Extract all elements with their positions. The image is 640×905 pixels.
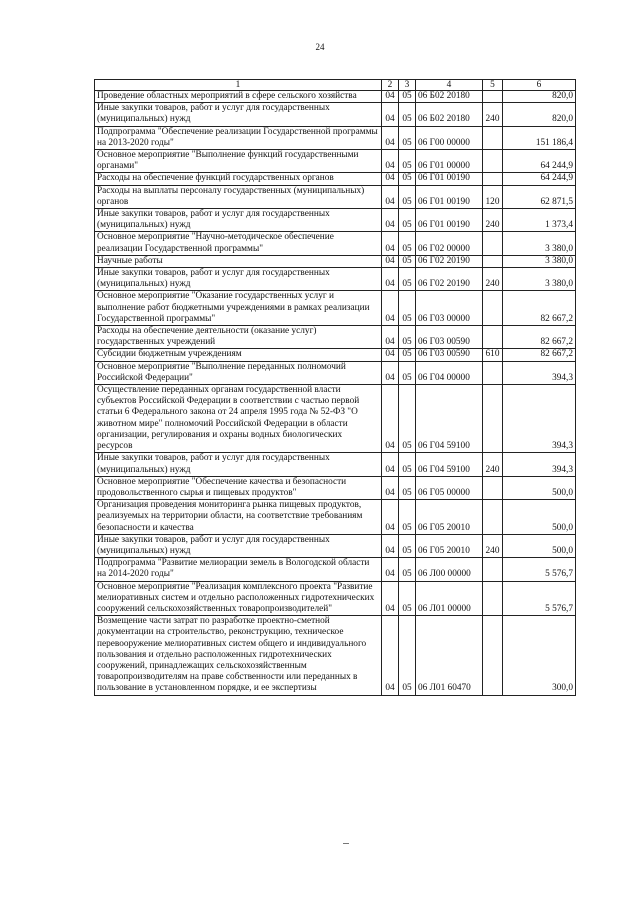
row-section-cell: 04 [382, 500, 399, 535]
row-expense-type-cell [483, 255, 503, 267]
row-section-cell: 04 [382, 453, 399, 476]
row-expense-type-cell: 240 [483, 534, 503, 557]
row-name-cell: Иные закупки товаров, работ и услуг для государственных (муниципальных) нужд [95, 103, 382, 126]
row-name-cell: Основное мероприятие "Выполнение функций государственными органами" [95, 150, 382, 173]
row-subsection-cell: 05 [399, 534, 416, 557]
row-subsection-cell: 05 [399, 349, 416, 361]
row-name-cell: Осуществление переданных органам государственной власти субъектов Российской Федерации в соответствии с частью первой статьи 6 Федерального закона от 24 апреля 1995 года № 52-ФЗ "О животном мире" полномочий Российской Федерации в области организации, регулирования и охраны водных биологических ресурсов [95, 385, 382, 453]
row-target-code-cell: 06 Г01 00190 [416, 185, 483, 208]
row-section-cell: 04 [382, 558, 399, 581]
table-row [95, 349, 576, 361]
row-expense-type-cell: 240 [483, 209, 503, 232]
table-row [95, 268, 576, 291]
row-target-code-cell: 06 Г01 00190 [416, 173, 483, 185]
row-name-cell: Расходы на выплаты персоналу государственных (муниципальных) органов [95, 185, 382, 208]
row-expense-type-cell [483, 361, 503, 384]
row-name-cell: Иные закупки товаров, работ и услуг для государственных (муниципальных) нужд [95, 453, 382, 476]
row-amount-cell: 820,0 [503, 103, 576, 126]
row-target-code-cell: 06 Г05 00000 [416, 476, 483, 499]
table-row [95, 255, 576, 267]
row-amount-cell: 82 667,2 [503, 291, 576, 326]
row-target-code-cell: 06 Г03 00590 [416, 349, 483, 361]
row-expense-type-cell [483, 150, 503, 173]
row-target-code-cell: 06 Г05 20010 [416, 534, 483, 557]
row-target-code-cell: 06 Л00 00000 [416, 558, 483, 581]
row-name-cell: Научные работы [95, 255, 382, 267]
row-section-cell: 04 [382, 126, 399, 149]
row-subsection-cell: 05 [399, 103, 416, 126]
row-subsection-cell: 05 [399, 126, 416, 149]
row-expense-type-cell: 240 [483, 268, 503, 291]
header-cell: 3 [399, 80, 416, 91]
row-amount-cell: 64 244,9 [503, 150, 576, 173]
table-body [95, 91, 576, 696]
row-amount-cell: 394,3 [503, 361, 576, 384]
row-amount-cell: 3 380,0 [503, 232, 576, 255]
row-section-cell: 04 [382, 255, 399, 267]
row-expense-type-cell [483, 326, 503, 349]
row-expense-type-cell [483, 476, 503, 499]
row-expense-type-cell [483, 385, 503, 453]
row-target-code-cell: 06 Г04 00000 [416, 361, 483, 384]
table-row [95, 209, 576, 232]
row-name-cell: Подпрограмма "Обеспечение реализации Государственной программы на 2013-2020 годы" [95, 126, 382, 149]
row-target-code-cell: 06 Г04 59100 [416, 453, 483, 476]
row-expense-type-cell [483, 126, 503, 149]
row-name-cell: Основное мероприятие "Выполнение переданных полномочий Российской Федерации" [95, 361, 382, 384]
row-section-cell: 04 [382, 534, 399, 557]
row-name-cell: Иные закупки товаров, работ и услуг для государственных (муниципальных) нужд [95, 209, 382, 232]
table-row [95, 616, 576, 695]
row-amount-cell: 62 871,5 [503, 185, 576, 208]
table-row [95, 534, 576, 557]
table-header-row [95, 80, 576, 91]
row-amount-cell: 500,0 [503, 500, 576, 535]
row-section-cell: 04 [382, 268, 399, 291]
row-section-cell: 04 [382, 232, 399, 255]
row-target-code-cell: 06 Л01 60470 [416, 616, 483, 695]
row-section-cell: 04 [382, 616, 399, 695]
table-row [95, 558, 576, 581]
row-section-cell: 04 [382, 581, 399, 616]
row-subsection-cell: 05 [399, 255, 416, 267]
row-section-cell: 04 [382, 150, 399, 173]
row-expense-type-cell [483, 558, 503, 581]
table-row [95, 500, 576, 535]
table-row [95, 103, 576, 126]
table-row [95, 185, 576, 208]
row-expense-type-cell [483, 616, 503, 695]
header-cell: 4 [416, 80, 483, 91]
row-subsection-cell: 05 [399, 268, 416, 291]
row-subsection-cell: 05 [399, 453, 416, 476]
row-subsection-cell: 05 [399, 185, 416, 208]
row-section-cell: 04 [382, 385, 399, 453]
row-subsection-cell: 05 [399, 581, 416, 616]
table-row [95, 476, 576, 499]
row-target-code-cell: 06 Г01 00000 [416, 150, 483, 173]
row-subsection-cell: 05 [399, 209, 416, 232]
row-subsection-cell: 05 [399, 291, 416, 326]
row-name-cell: Подпрограмма "Развитие мелиорации земель в Вологодской области на 2014-2020 годы" [95, 558, 382, 581]
table-row [95, 291, 576, 326]
table-row [95, 173, 576, 185]
row-subsection-cell: 05 [399, 500, 416, 535]
row-name-cell: Субсидии бюджетным учреждениям [95, 349, 382, 361]
row-amount-cell: 1 373,4 [503, 209, 576, 232]
row-section-cell: 04 [382, 326, 399, 349]
row-section-cell: 04 [382, 361, 399, 384]
table-row [95, 91, 576, 103]
table-row [95, 581, 576, 616]
header-cell: 1 [95, 80, 382, 91]
row-name-cell: Проведение областных мероприятий в сфере сельского хозяйства [95, 91, 382, 103]
row-target-code-cell: 06 Г02 20190 [416, 255, 483, 267]
table-row [95, 361, 576, 384]
table-row [95, 126, 576, 149]
row-expense-type-cell [483, 291, 503, 326]
row-target-code-cell: 06 Г02 20190 [416, 268, 483, 291]
row-subsection-cell: 05 [399, 385, 416, 453]
row-target-code-cell: 06 Г03 00000 [416, 291, 483, 326]
row-name-cell: Возмещение части затрат по разработке проектно-сметной документации на строительство, реконструкцию, техническое перевооружение мелиоративных систем общего и индивидуального пользования и отдельно расположенных гидротехнических сооружений, принадлежащих сельскохозяйственным товаропроизводителям на праве собственности или переданных в пользование в установленном порядке, и ее экспертизы [95, 616, 382, 695]
row-section-cell: 04 [382, 476, 399, 499]
row-subsection-cell: 05 [399, 616, 416, 695]
row-target-code-cell: 06 Г04 59100 [416, 385, 483, 453]
row-name-cell: Расходы на обеспечение деятельности (оказание услуг) государственных учреждений [95, 326, 382, 349]
row-amount-cell: 3 380,0 [503, 255, 576, 267]
row-expense-type-cell [483, 91, 503, 103]
row-amount-cell: 82 667,2 [503, 326, 576, 349]
row-amount-cell: 500,0 [503, 534, 576, 557]
header-cell: 5 [483, 80, 503, 91]
row-expense-type-cell: 240 [483, 103, 503, 126]
row-subsection-cell: 05 [399, 326, 416, 349]
row-amount-cell: 5 576,7 [503, 558, 576, 581]
row-section-cell: 04 [382, 173, 399, 185]
row-expense-type-cell [483, 581, 503, 616]
row-subsection-cell: 05 [399, 91, 416, 103]
row-expense-type-cell [483, 232, 503, 255]
row-target-code-cell: 06 Б02 20180 [416, 103, 483, 126]
row-expense-type-cell [483, 173, 503, 185]
row-target-code-cell: 06 Л01 00000 [416, 581, 483, 616]
header-cell: 2 [382, 80, 399, 91]
row-target-code-cell: 06 Г05 20010 [416, 500, 483, 535]
row-expense-type-cell: 120 [483, 185, 503, 208]
row-amount-cell: 820,0 [503, 91, 576, 103]
row-section-cell: 04 [382, 291, 399, 326]
page-number: 24 [315, 42, 325, 52]
row-name-cell: Основное мероприятие "Научно-методическое обеспечение реализации Государственной программы" [95, 232, 382, 255]
row-section-cell: 04 [382, 91, 399, 103]
row-amount-cell: 394,3 [503, 385, 576, 453]
row-subsection-cell: 05 [399, 232, 416, 255]
row-subsection-cell: 05 [399, 558, 416, 581]
table-row [95, 150, 576, 173]
row-amount-cell: 151 186,4 [503, 126, 576, 149]
row-name-cell: Организация проведения мониторинга рынка пищевых продуктов, реализуемых на территории области, на соответствие требованиям безопасности и качества [95, 500, 382, 535]
row-amount-cell: 64 244,9 [503, 173, 576, 185]
row-expense-type-cell: 240 [483, 453, 503, 476]
row-target-code-cell: 06 Г03 00590 [416, 326, 483, 349]
row-amount-cell: 500,0 [503, 476, 576, 499]
table-row [95, 385, 576, 453]
row-subsection-cell: 05 [399, 476, 416, 499]
row-subsection-cell: 05 [399, 150, 416, 173]
scan-mark [343, 843, 349, 844]
row-name-cell: Основное мероприятие "Обеспечение качества и безопасности продовольственного сырья и пищевых продуктов" [95, 476, 382, 499]
row-section-cell: 04 [382, 209, 399, 232]
row-subsection-cell: 05 [399, 361, 416, 384]
table-row [95, 326, 576, 349]
row-expense-type-cell [483, 500, 503, 535]
table-row [95, 232, 576, 255]
row-amount-cell: 3 380,0 [503, 268, 576, 291]
row-subsection-cell: 05 [399, 173, 416, 185]
row-target-code-cell: 06 Б02 20180 [416, 91, 483, 103]
row-expense-type-cell: 610 [483, 349, 503, 361]
row-name-cell: Основное мероприятие "Реализация комплексного проекта "Развитие мелиоративных систем и отдельно расположенных гидротехнических сооружений сельскохозяйственных товаропроизводителей" [95, 581, 382, 616]
row-amount-cell: 82 667,2 [503, 349, 576, 361]
row-section-cell: 04 [382, 349, 399, 361]
row-amount-cell: 5 576,7 [503, 581, 576, 616]
header-cell: 6 [503, 80, 576, 91]
budget-table [94, 79, 576, 696]
row-section-cell: 04 [382, 103, 399, 126]
row-name-cell: Иные закупки товаров, работ и услуг для государственных (муниципальных) нужд [95, 534, 382, 557]
row-target-code-cell: 06 Г02 00000 [416, 232, 483, 255]
row-name-cell: Расходы на обеспечение функций государственных органов [95, 173, 382, 185]
row-target-code-cell: 06 Г01 00190 [416, 209, 483, 232]
row-amount-cell: 300,0 [503, 616, 576, 695]
row-section-cell: 04 [382, 185, 399, 208]
row-amount-cell: 394,3 [503, 453, 576, 476]
row-name-cell: Основное мероприятие "Оказание государственных услуг и выполнение работ бюджетными учреждениями в рамках реализации Государственной программы" [95, 291, 382, 326]
row-target-code-cell: 06 Г00 00000 [416, 126, 483, 149]
row-name-cell: Иные закупки товаров, работ и услуг для государственных (муниципальных) нужд [95, 268, 382, 291]
table-row [95, 453, 576, 476]
